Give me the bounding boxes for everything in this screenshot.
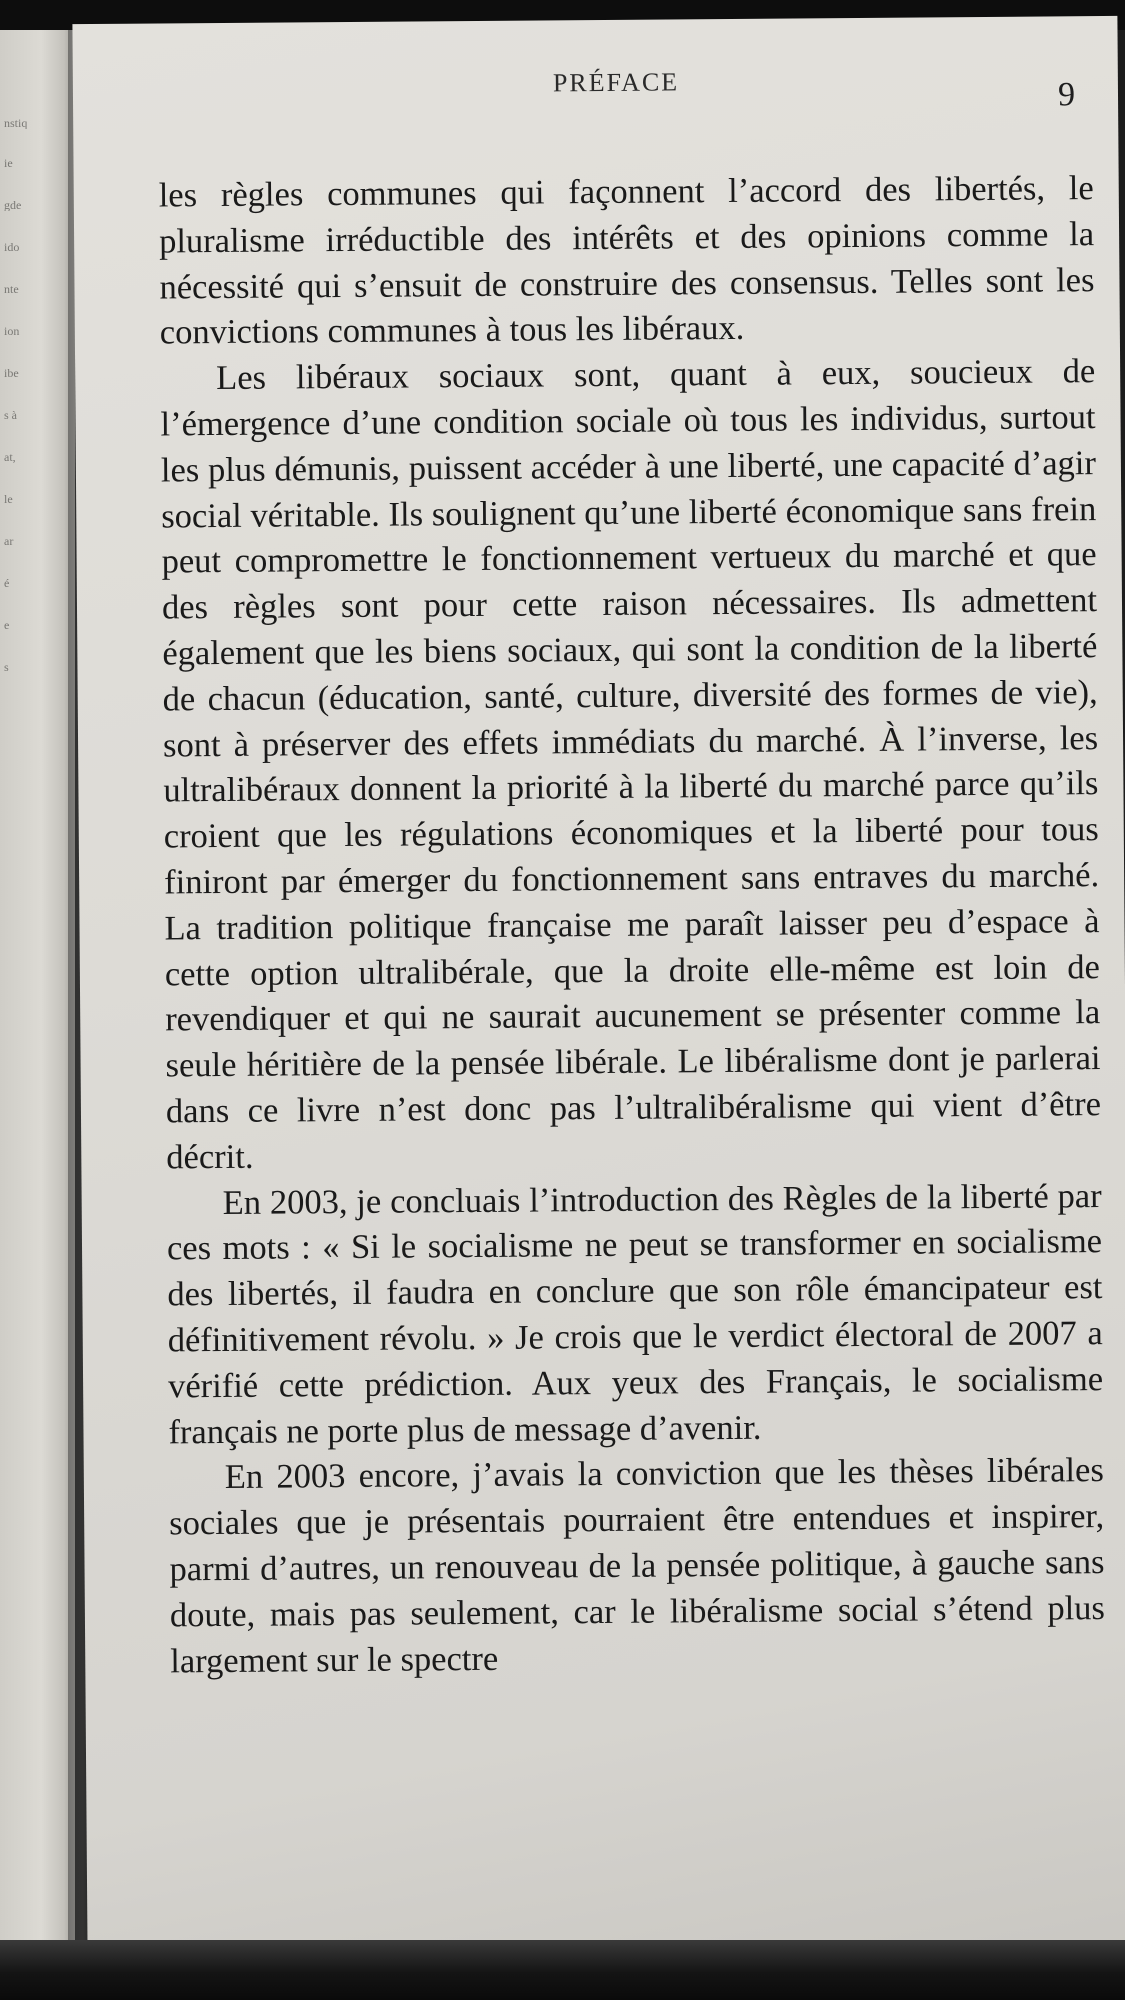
bleed-fragment: nstiq (4, 118, 28, 129)
bleed-fragment: s (4, 662, 9, 673)
body-text (159, 166, 1106, 1685)
bleed-fragment: le (4, 494, 13, 505)
paragraph-continuation: les règles communes qui façonnent l’accord des libertés, le pluralisme irréductible des intérêts et des opinions comme la nécessité qui s’ensuit de construire des consensus. Telles sont les convictions communes à tous les libéraux. (158, 169, 1095, 352)
bleed-fragment: ion (4, 326, 20, 337)
bleed-fragment: ar (4, 536, 14, 547)
bleed-fragment: s à (4, 410, 17, 421)
paragraph: En 2003 encore, j’avais la conviction que les thèses libérales sociales que je présentais pourraient être entendues et inspirer, parmi d’autres, un renouveau de la pensée politique, à gauche sans doute, mais pas seulement, car le libéralisme social s’étend plus largement sur le spectre (169, 1451, 1106, 1680)
bleed-fragment: at, (4, 452, 16, 463)
paragraph: Les libéraux sociaux sont, quant à eux, soucieux de l’émergence d’une condition sociale où tous les individus, surtout les plus démunis, puissent accéder à une liberté, une capacité d’agir social véritable. Ils soulignent qu’une liberté économique sans frein peut compromettre le fonctionnement vertueux du marché et que des règles sont pour cette raison nécessaires. Ils admettent également que les biens sociaux, qui sont la condition de la liberté de chacun (éducation, santé, culture, diversité des formes de vie), sont à préserver des effets immédiats du marché. À l’inverse, les ultralibéraux donnent la priorité à la liberté du marché parce qu’ils croient que les régulations économiques et la liberté pour tous finiront par émerger du fonctionnement sans entraves du marché. La tradition politique française me paraît laisser peu d’espace à cette option ultralibérale, que la droite elle-même est loin de revendiquer et qui ne saurait aucunement se présenter comme la seule héritière de la pensée libérale. Le libéralisme dont je parlerai dans ce livre n’est donc pas l’ultralibéralisme qui vient d’être décrit. (160, 352, 1102, 1177)
page-number: 9 (1057, 76, 1076, 114)
facing-page-edge (0, 0, 75, 1960)
paragraph: En 2003, je concluais l’introduction des Règles de la liberté par ces mots : « Si le socialisme ne peut se transformer en socialisme des libertés, il faudra en conclure que son rôle émancipateur est définitivement révolu. » Je crois que le verdict électoral de 2007 a vérifié cette prédiction. Aux yeux des Français, le socialisme français ne porte plus de message d’avenir. (166, 1176, 1104, 1451)
bleed-fragment: ie (4, 158, 13, 169)
bleed-fragment: e (4, 620, 10, 631)
bleed-fragment: gde (4, 200, 22, 211)
bleed-fragment: ido (4, 242, 20, 253)
bleed-fragment: ibe (4, 368, 19, 379)
running-head: PRÉFACE (552, 67, 680, 98)
book-page (72, 16, 1125, 1959)
bleed-fragment: nte (4, 284, 19, 295)
background-bottom (0, 1940, 1125, 2000)
bleed-fragment: é (4, 578, 10, 589)
